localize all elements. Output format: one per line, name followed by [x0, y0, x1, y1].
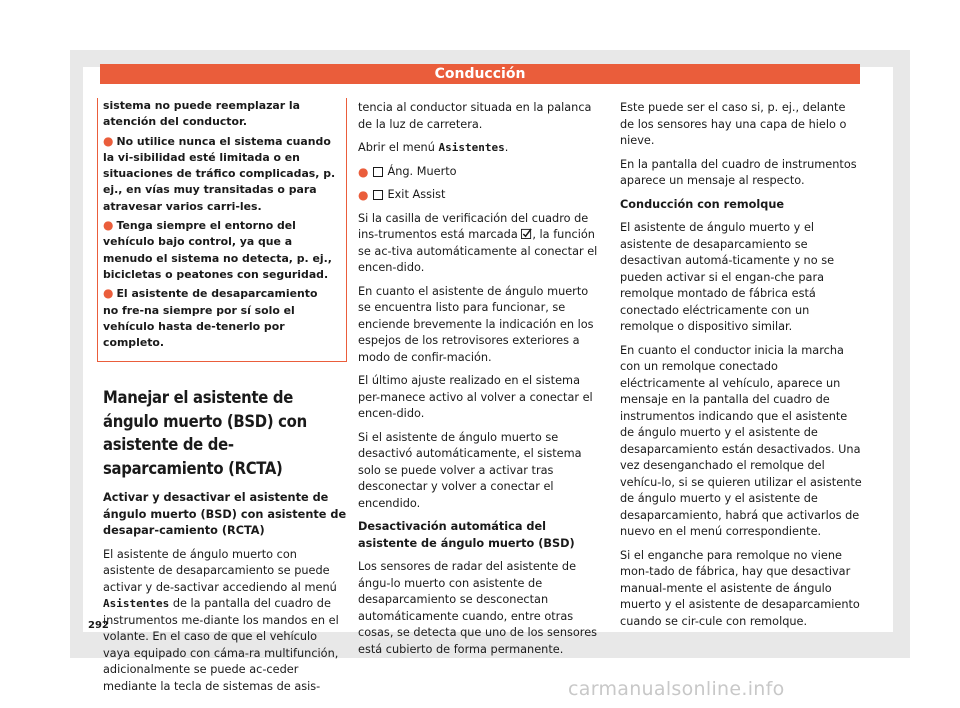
paragraph: El último ajuste realizado en el sistema per-manece activo al volver a conectar el encen-dido.: [358, 374, 593, 420]
menu-name: Asistentes: [438, 141, 505, 154]
option-item: ● Exit Assist: [358, 188, 446, 202]
bullet-icon: ●: [358, 164, 369, 179]
bullet-icon: ●: [103, 218, 114, 233]
option-item: ● Áng. Muerto: [358, 164, 457, 179]
bullet-icon: ●: [358, 188, 369, 202]
bullet-icon: ●: [103, 133, 114, 148]
paragraph: Este puede ser el caso si, p. ej., delante de los sensores hay una capa de hielo o nieve.: [620, 101, 847, 147]
subheading-activate: Activar y desactivar el asistente de ángulo muerto (BSD) con asistente de desapar-camiento (RCTA): [103, 491, 347, 538]
checkbox-checked-icon: [521, 228, 532, 239]
bullet-icon: ●: [103, 286, 114, 301]
column-2: [358, 100, 604, 665]
paragraph: El asistente de ángulo muerto con asistente de desaparcamiento se puede activar y de-sactivar accediendo al menú Asistentes de la pantalla del cuadro de instrumentos me-diante los mandos en el volante. En el caso de que el vehículo vaya equipado con cáma-ra multifunción, adicionalmente se puede ac-ceder mediante la tecla de sistemas de asis-: [103, 547, 339, 693]
paragraph: En cuanto el asistente de ángulo muerto se encuentra listo para funcionar, se enciende brevemente la indicación en los espejos de los retrovisores exteriores a modo de confir-mación.: [358, 284, 594, 364]
watermark: carmanualsonline.info: [568, 678, 785, 700]
page-number: 292: [88, 620, 109, 631]
paragraph: Si la casilla de verificación del cuadro de ins-trumentos está marcada , la función se ac-tiva automáticamente al conectar el encen-dido.: [358, 211, 598, 274]
paragraph: Abrir el menú Asistentes.: [358, 141, 509, 154]
paragraph: En la pantalla del cuadro de instrumentos aparece un mensaje al respecto.: [620, 157, 857, 187]
subheading-auto-deactivation: Desactivación automática del asistente de ángulo muerto (BSD): [358, 520, 575, 550]
column-3: [620, 100, 862, 637]
section-title: Manejar el asistente de ángulo muerto (BSD) con asistente de de-saparcamiento (RCTA): [103, 388, 307, 478]
paragraph: tencia al conductor situada en la palanca de la luz de carretera.: [358, 101, 592, 131]
menu-name: Asistentes: [103, 597, 170, 611]
checkbox-icon: [373, 167, 383, 177]
column-1: [103, 100, 347, 702]
subheading-trailer: Conducción con remolque: [620, 197, 785, 211]
paragraph: El asistente de ángulo muerto y el asistente de desaparcamiento se desactivan automá-ticamente y no se pueden activar si el engan-che para remolque montado de fábrica está conectado eléctricamente con un remolque o dispositivo similar.: [620, 221, 835, 333]
chapter-header: Conducción: [100, 64, 860, 84]
paragraph: Los sensores de radar del asistente de ángu-lo muerto con asistente de desaparcamiento se desconectan automáticamente cuando, entre otras cosas, se detecta que uno de los sensores está cubierto de forma permanente.: [358, 560, 598, 656]
paragraph: Si el enganche para remolque no viene mon-tado de fábrica, hay que desactivar manual-mente el asistente de ángulo muerto y el asistente de desaparcamiento cuando se cir-cule con remolque.: [620, 548, 860, 628]
warning-item: ● Tenga siempre el entorno del vehículo bajo control, ya que a menudo el sistema no detecta, p. ej., bicicletas o peatones con seguridad.: [103, 218, 332, 281]
warning-box: [97, 98, 347, 362]
warning-item: ● No utilice nunca el sistema cuando la vi-sibilidad esté limitada o en situaciones de tráfico complicadas, p. ej., en vías muy transitadas o para atravesar varios carri-les.: [103, 133, 336, 213]
paragraph: Si el asistente de ángulo muerto se desactivó automáticamente, el sistema solo se puede volver a activar tras desconectar y volver a conectar el encendido.: [358, 430, 582, 510]
paragraph: En cuanto el conductor inicia la marcha con un remolque conectado eléctricamente al vehículo, aparece un mensaje en la pantalla del cuadro de instrumentos indicando que el asistente de ángulo muerto y el asistente de desaparcamiento están desactivados. Una vez desenganchado el remolque del vehícu-lo, si se quieren utilizar el asistente de ángulo muerto y el asistente de desaparcamiento, habrá que activarlos de nuevo en el menú correspondiente.: [620, 343, 862, 538]
warning-item: ● El asistente de desaparcamiento no fre-na siempre por sí solo el vehículo hasta de-tenerlo por completo.: [103, 286, 318, 350]
warning-lead: sistema no puede reemplazar la atención del conductor.: [103, 99, 301, 129]
checkbox-icon: [373, 190, 383, 200]
